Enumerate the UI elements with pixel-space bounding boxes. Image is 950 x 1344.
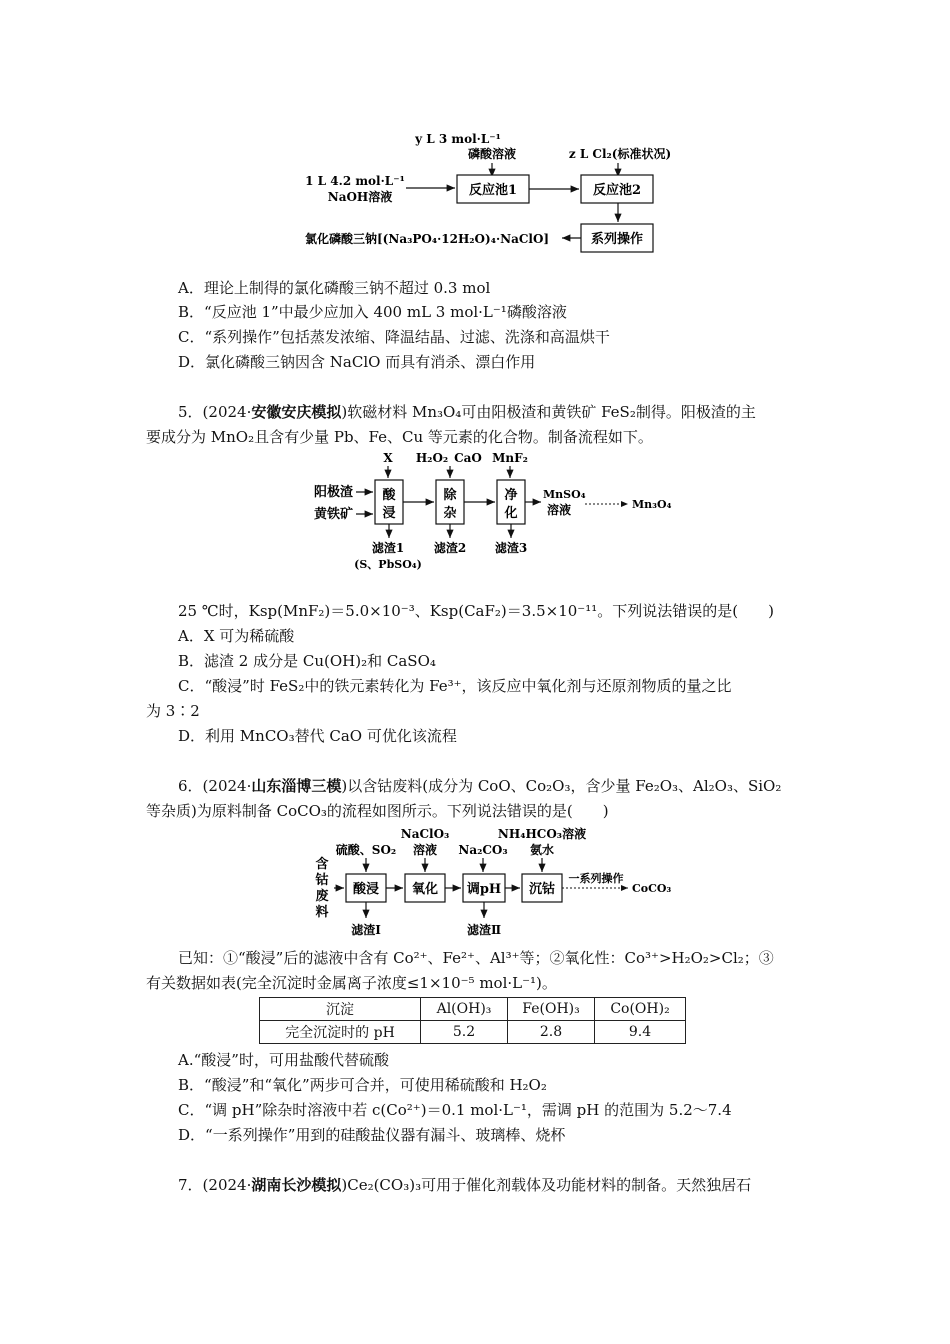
flowchart-coco3	[310, 822, 690, 940]
residue-1-composition: (S、PbSO₄)	[354, 558, 422, 571]
box-oxidation: 氧化	[411, 882, 439, 897]
q5-stem-line2: 要成分为 MnO₂且含有少量 Pb、Fe、Cu 等元素的化合物。制备流程如下。	[146, 428, 653, 446]
q5-ksp: 25 ℃时，Ksp(MnF₂)＝5.0×10⁻³、Ksp(CaF₂)＝3.5×10⁻¹¹。下列说法错误的是( )	[178, 602, 774, 620]
reagent-naoh-conc: 1 L 4.2 mol·L⁻¹	[305, 174, 405, 188]
reagent-cao: CaO	[454, 451, 482, 465]
reagent-nh4hco3: NH₄HCO₃溶液	[497, 827, 587, 841]
box-reaction-pool-2: 反应池2	[592, 183, 642, 198]
value-feoh3-ph: 2.8	[508, 1021, 595, 1044]
reagent-phosphoric-acid-conc: y L 3 mol·L⁻¹	[415, 132, 501, 146]
q6-option-b: B．“酸浸”和“氧化”两步可合并，可使用稀硫酸和 H₂O₂	[178, 1076, 547, 1094]
box-acid-leach-1: 酸	[382, 488, 396, 503]
residue-i: 滤渣Ⅰ	[351, 923, 381, 937]
input-pyrite: 黄铁矿	[314, 507, 354, 522]
q5-option-c-line2: 为 3∶2	[146, 702, 200, 720]
header-feoh3: Fe(OH)₃	[508, 998, 595, 1021]
q6-option-d: D．“一系列操作”用到的硅酸盐仪器有漏斗、玻璃棒、烧杯	[178, 1126, 566, 1144]
reagent-h2so4-so2: 硫酸、SO₂	[335, 843, 397, 857]
q6-option-c: C．“调 pH”除杂时溶液中若 c(Co²⁺)＝0.1 mol·L⁻¹，需调 pH 的范围为 5.2～7.4	[178, 1101, 732, 1119]
reagent-chlorine: z L Cl₂(标准状况)	[568, 147, 672, 161]
q4-option-a: A．理论上制得的氯化磷酸三钠不超过 0.3 mol	[178, 279, 491, 297]
q6-known-line1: 已知：①“酸浸”后的滤液中含有 Co²⁺、Fe²⁺、Al³⁺等；②氧化性：Co³⁺>H₂O₂>Cl₂；③	[178, 949, 774, 967]
q5-option-c-line1: C．“酸浸”时 FeS₂中的铁元素转化为 Fe³⁺，该反应中氧化剂与还原剂物质的量之比	[178, 677, 732, 695]
header-aloh3: Al(OH)₃	[421, 998, 508, 1021]
reagent-phosphoric-acid-label: 磷酸溶液	[467, 147, 517, 161]
residue-2: 滤渣2	[433, 541, 467, 555]
reagent-x: X	[383, 451, 393, 465]
box-series-operations: 系列操作	[590, 232, 644, 247]
box-cobalt-precipitation: 沉钴	[528, 882, 556, 897]
product-coco3: CoCO₃	[632, 882, 672, 895]
intermediate-mnso4: MnSO₄	[543, 488, 586, 501]
reagent-ammonia: 氨水	[529, 843, 555, 857]
product-mn3o4: Mn₃O₄	[632, 498, 672, 511]
q6-option-a: A.“酸浸”时，可用盐酸代替硫酸	[178, 1051, 389, 1069]
input-anode-slag: 阳极渣	[314, 485, 354, 500]
q5-stem-line1: 5．(2024·安徽安庆模拟)软磁材料 Mn₃O₄可由阳极渣和黄铁矿 FeS₂制得。阳极渣的主	[178, 403, 756, 421]
q6-source: 山东淄博三模	[251, 777, 342, 795]
residue-3: 滤渣3	[494, 541, 528, 555]
product-chlorinated-trisodium-phosphate: 氯化磷酸三钠[(Na₃PO₄·12H₂O)₄·NaClO]	[305, 232, 550, 246]
q7-source: 湖南长沙模拟	[251, 1176, 342, 1194]
value-cooh2-ph: 9.4	[595, 1021, 686, 1044]
q4-option-c: C．“系列操作”包括蒸发浓缩、降温结晶、过滤、洗涤和高温烘干	[178, 328, 610, 346]
q7-stem: 7．(2024·湖南长沙模拟)Ce₂(CO₃)₃可用于催化剂载体及功能材料的制备。天然独居石	[178, 1176, 752, 1194]
intermediate-solution: 溶液	[547, 503, 572, 517]
q4-option-b: B．“反应池 1”中最少应加入 400 mL 3 mol·L⁻¹磷酸溶液	[178, 303, 567, 321]
reagent-na2co3: Na₂CO₃	[458, 843, 508, 857]
q6-known-line2: 有关数据如表(完全沉淀时金属离子浓度≤1×10⁻⁵ mol·L⁻¹)。	[146, 974, 557, 992]
header-cooh2: Co(OH)₂	[595, 998, 686, 1021]
flowchart-mn3o4	[310, 448, 710, 576]
input-cobalt-waste-3: 废	[315, 889, 329, 904]
row-label-ph: 完全沉淀时的 pH	[260, 1021, 421, 1044]
residue-1: 滤渣1	[371, 541, 405, 555]
box-purify-1: 净	[504, 488, 518, 503]
input-cobalt-waste-1: 含	[315, 857, 329, 872]
input-cobalt-waste-2: 钴	[315, 873, 329, 888]
box-reaction-pool-1: 反应池1	[468, 183, 518, 198]
reagent-naclo3-solution: 溶液	[412, 843, 438, 857]
label-series-operations: 一系列操作	[568, 872, 624, 885]
box-acid-leach: 酸浸	[352, 882, 380, 897]
value-aloh3-ph: 5.2	[421, 1021, 508, 1044]
residue-ii: 滤渣Ⅱ	[466, 923, 502, 937]
q5-option-d: D．利用 MnCO₃替代 CaO 可优化该流程	[178, 727, 457, 745]
reagent-h2o2: H₂O₂	[415, 451, 449, 465]
input-cobalt-waste-4: 料	[315, 905, 329, 920]
reagent-naoh-label: NaOH溶液	[327, 190, 393, 204]
box-adjust-ph: 调pH	[466, 882, 502, 897]
q6-stem-line2: 等杂质)为原料制备 CoCO₃的流程如图所示。下列说法错误的是( )	[146, 802, 609, 820]
reagent-mnf2: MnF₂	[492, 451, 528, 465]
flowchart-sodium-phosphate	[300, 125, 700, 260]
reagent-naclo3: NaClO₃	[400, 827, 450, 841]
table-row	[260, 1021, 686, 1044]
q5-source: 安徽安庆模拟	[251, 403, 342, 421]
header-precipitate: 沉淀	[260, 998, 421, 1021]
q4-option-d: D．氯化磷酸三钠因含 NaClO 而具有消杀、漂白作用	[178, 353, 536, 371]
box-impurity-removal-1: 除	[443, 488, 457, 503]
q5-option-a: A．X 可为稀硫酸	[178, 627, 295, 645]
box-impurity-removal-2: 杂	[443, 506, 457, 521]
box-acid-leach-2: 浸	[382, 506, 396, 521]
q5-option-b: B．滤渣 2 成分是 Cu(OH)₂和 CaSO₄	[178, 652, 436, 670]
precipitation-ph-table	[259, 997, 686, 1044]
q6-stem-line1: 6．(2024·山东淄博三模)以含钴废料(成分为 CoO、Co₂O₃，含少量 Fe₂O₃、Al₂O₃、SiO₂	[178, 777, 782, 795]
table-header-row	[260, 998, 686, 1021]
box-purify-2: 化	[504, 506, 518, 521]
